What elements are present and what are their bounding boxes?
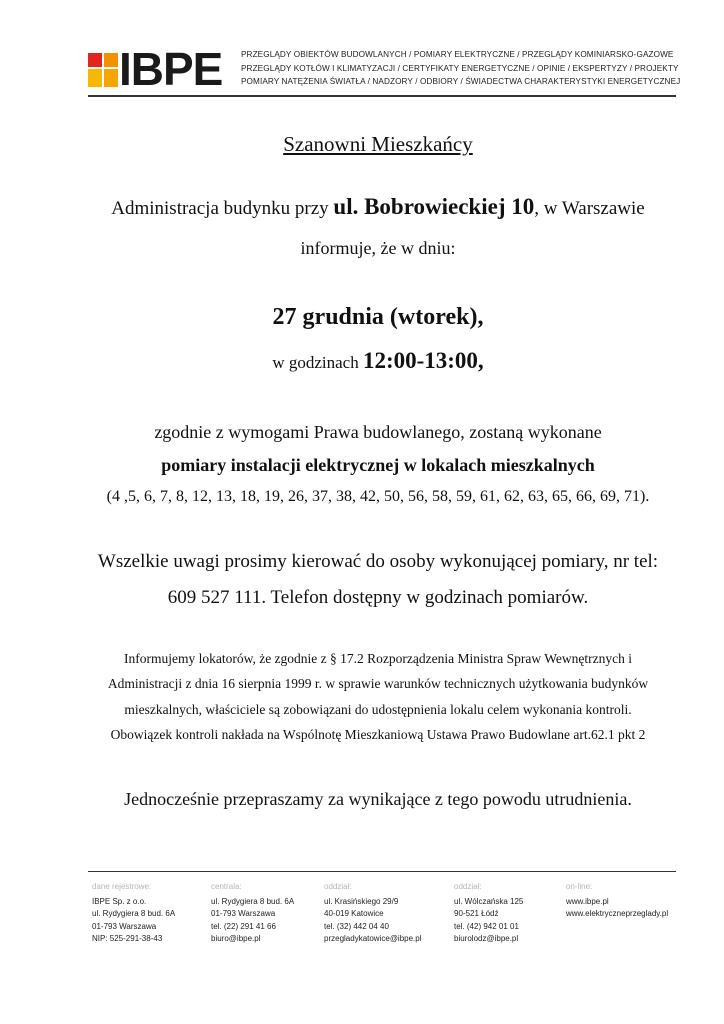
- footer-website-link[interactable]: www.ibpe.pl: [566, 896, 609, 906]
- footer-row: tel. (42) 942 01 01: [454, 921, 519, 931]
- footer-row: IBPE Sp. z o.o.: [92, 896, 147, 906]
- legal-info-line: Administracji z dnia 16 sierpnia 1999 r. w sprawie warunków technicznych użytkowania budynków: [107, 676, 649, 691]
- footer-row: ul. Krasińskiego 29/9: [324, 896, 399, 906]
- header-divider: [88, 95, 676, 97]
- notice-title: Szanowni Mieszkańcy: [283, 132, 473, 156]
- intro-line: [78, 194, 678, 220]
- contact-line: 609 527 111. Telefon dostępny w godzinach pomiarów.: [167, 587, 589, 608]
- apartment-units: (4 ,5, 6, 7, 8, 12, 13, 18, 19, 26, 37, 38, 42, 50, 56, 58, 59, 61, 62, 63, 65, 66, 69, 71).: [106, 488, 650, 505]
- footer-column-headquarters: [211, 881, 294, 946]
- compliance-line: zgodnie z wymogami Prawa budowlanego, zostaną wykonane: [154, 422, 602, 442]
- footer-column-lodz: [454, 881, 523, 946]
- services-list: [241, 48, 681, 89]
- intro-suffix: , w Warszawie: [534, 198, 645, 219]
- footer-divider: [88, 871, 676, 872]
- letterhead: [88, 43, 681, 95]
- footer-heading: on-line:: [566, 882, 593, 891]
- footer-email-link[interactable]: biurolodz@ibpe.pl: [454, 934, 519, 943]
- logo-mark-icon: [88, 53, 120, 87]
- services-line: PRZEGLĄDY KOTŁÓW I KLIMATYZACJI / CERTYFIKATY ENERGETYCZNE / OPINIE / EKSPERTYZY / PROJEKTY: [241, 63, 679, 73]
- measurement-type: pomiary instalacji elektrycznej w lokalach mieszkalnych: [161, 455, 595, 475]
- footer-heading: oddział:: [324, 882, 352, 891]
- hours-line: [78, 348, 678, 374]
- hours-prefix: w godzinach: [272, 353, 363, 372]
- footer-column-online: [566, 881, 668, 921]
- footer-email-link[interactable]: przegladykatowice@ibpe.pl: [324, 934, 422, 943]
- footer-row: 40-019 Katowice: [324, 909, 384, 918]
- footer-row: tel. (22) 291 41 66: [211, 921, 276, 931]
- footer-row: ul. Rydygiera 8 bud. 6A: [92, 909, 176, 918]
- footer-row: 01-793 Warszawa: [92, 921, 157, 931]
- footer-column-katowice: [324, 881, 422, 946]
- footer-row: ul. Wólczańska 125: [454, 896, 524, 906]
- apology-line: Jednocześnie przepraszamy za wynikające z tego powodu utrudnienia.: [124, 789, 632, 809]
- company-logo: IBPE: [119, 43, 223, 95]
- footer-website-link[interactable]: www.elektryczneprzeglady.pl: [566, 909, 669, 918]
- footer-row: 90-521 Łódź: [454, 909, 499, 918]
- intro-prefix: Administracja budynku przy: [111, 198, 334, 219]
- footer-row: tel. (32) 442 04 40: [324, 921, 389, 931]
- services-line: POMIARY NATĘŻENIA ŚWIATŁA / NADZORY / ODBIORY / ŚWIADECTWA CHARAKTERYSTYKI ENERGETYCZNEJ: [241, 77, 681, 86]
- building-address: ul. Bobrowieckiej 10: [333, 194, 535, 219]
- informuje-line: informuje, że w dniu:: [300, 238, 456, 258]
- measurement-date: 27 grudnia (wtorek),: [272, 304, 484, 330]
- services-line: PRZEGLĄDY OBIEKTÓW BUDOWLANYCH / POMIARY ELEKTRYCZNE / PRZEGLĄDY KOMINIARSKO-GAZOWE: [241, 50, 674, 59]
- legal-info-line: Obowiązek kontroli nakłada na Wspólnotę Mieszkaniową Ustawa Prawo Budowlane art.62.1 pkt 2: [110, 727, 646, 742]
- hours-value: 12:00-13:00,: [362, 348, 484, 373]
- legal-info-line: Informujemy lokatorów, że zgodnie z § 17.2 Rozporządzenia Ministra Spraw Wewnętrznych i: [123, 651, 632, 666]
- footer-heading: centrala:: [211, 882, 242, 891]
- footer-row: ul. Rydygiera 8 bud. 6A: [211, 896, 295, 906]
- footer-email-link[interactable]: biuro@ibpe.pl: [211, 934, 261, 943]
- footer-row: 01-793 Warszawa: [211, 909, 276, 918]
- legal-info-line: mieszkalnych, właściciele są zobowiązani do udostępnienia lokalu celem wykonania kontroli.: [124, 702, 632, 717]
- footer-heading: dane rejestrowe:: [92, 882, 152, 891]
- footer-heading: oddział:: [454, 882, 482, 891]
- contact-line: Wszelkie uwagi prosimy kierować do osoby wykonującej pomiary, nr tel:: [97, 551, 659, 572]
- footer-row: NIP: 525-291-38-43: [92, 934, 163, 943]
- footer-column-registration: [92, 881, 175, 946]
